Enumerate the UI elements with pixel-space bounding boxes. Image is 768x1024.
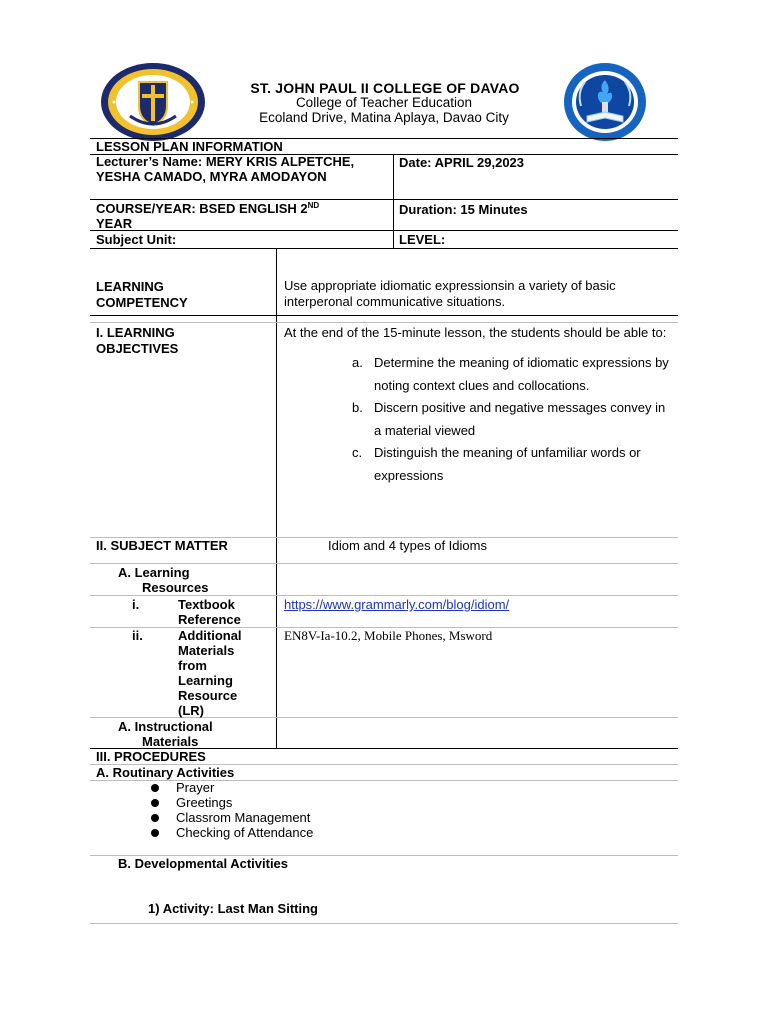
subject-unit-label: Subject Unit: <box>96 232 177 247</box>
objectives-label <box>96 325 178 356</box>
rule <box>393 154 394 248</box>
objectives-intro: At the end of the 15-minute lesson, the students should be able to: <box>284 325 667 340</box>
additional-label-line: from <box>178 658 207 673</box>
objective-item <box>352 352 670 397</box>
competency-label-line-1: LEARNING <box>96 279 164 294</box>
rule <box>90 563 678 564</box>
subject-matter-text: Idiom and 4 types of Idioms <box>328 538 487 553</box>
textbook-reference-link[interactable]: https://www.grammarly.com/blog/idiom/ <box>284 597 510 612</box>
bullet-icon <box>151 799 159 807</box>
objective-item <box>352 442 670 487</box>
routinary-activities-label: A. Routinary Activities <box>96 765 235 780</box>
competency-label <box>96 279 188 310</box>
learning-resources-line-1: A. Learning <box>118 565 190 580</box>
additional-label-line: Additional <box>178 628 242 643</box>
developmental-activities-label: B. Developmental Activities <box>118 856 289 871</box>
procedures-label: III. PROCEDURES <box>96 749 206 764</box>
competency-text: Use appropriate idiomatic expressionsin a variety of basic interperonal communicative situations. <box>284 278 616 309</box>
bullet-icon <box>151 814 159 822</box>
duration: Duration: 15 Minutes <box>399 202 528 217</box>
additional-materials-value: EN8V-Ia-10.2, Mobile Phones, Msword <box>284 628 493 643</box>
objective-text: Determine the meaning of idiomatic expressions by noting context clues and collocations. <box>374 355 669 393</box>
instructional-line-1: A. Instructional <box>118 719 213 734</box>
rule <box>90 315 678 316</box>
subject-matter-label: II. SUBJECT MATTER <box>96 538 228 553</box>
school-name: ST. JOHN PAUL II COLLEGE OF DAVAO <box>250 80 520 96</box>
textbook-label-line-1: Textbook <box>178 597 235 612</box>
routinary-item: Greetings <box>176 795 233 810</box>
rule <box>90 595 678 596</box>
section-title: LESSON PLAN INFORMATION <box>96 139 283 154</box>
textbook-label <box>178 597 241 627</box>
learning-resources-label <box>118 565 208 595</box>
objective-marker: b. <box>352 400 363 415</box>
learning-resources-line-2: Resources <box>142 580 209 595</box>
additional-label-line: Resource <box>178 688 238 703</box>
course-year-text-2: YEAR <box>96 216 133 231</box>
objectives-label-line-1: I. LEARNING <box>96 325 175 340</box>
objectives-label-line-2: OBJECTIVES <box>96 341 179 356</box>
additional-label <box>178 628 242 718</box>
course-year-superscript: ND <box>307 201 320 210</box>
objective-text: Discern positive and negative messages convey in a material viewed <box>374 400 666 438</box>
objective-marker: c. <box>352 445 363 460</box>
rule <box>90 199 678 200</box>
additional-label-line: Learning <box>178 673 233 688</box>
objectives-list <box>352 352 670 487</box>
additional-label-line: Materials <box>178 643 235 658</box>
course-year-text: COURSE/YEAR: BSED ENGLISH 2 <box>96 201 308 216</box>
activity-label: 1) Activity: Last Man Sitting <box>148 901 318 916</box>
bullet-icon <box>151 784 159 792</box>
instructional-line-2: Materials <box>142 734 199 749</box>
additional-label-line: (LR) <box>178 703 204 718</box>
competency-label-line-2: COMPETENCY <box>96 295 188 310</box>
level-label: LEVEL: <box>399 232 446 247</box>
course-year <box>96 201 386 231</box>
instructional-materials-label <box>118 719 213 749</box>
textbook-marker: i. <box>132 597 140 612</box>
routinary-item: Checking of Attendance <box>176 825 314 840</box>
objective-marker: a. <box>352 355 363 370</box>
objective-text: Distinguish the meaning of unfamiliar words or expressions <box>374 445 641 483</box>
lecturer-name: Lecturer’s Name: MERY KRIS ALPETCHE, YESHA CAMADO, MYRA AMODAYON <box>96 154 355 184</box>
rule <box>276 248 277 748</box>
routinary-item: Prayer <box>176 780 215 795</box>
textbook-label-line-2: Reference <box>178 612 241 627</box>
college-name: College of Teacher Education <box>295 95 473 110</box>
school-address: Ecoland Drive, Matina Aplaya, Davao City <box>259 110 509 125</box>
bullet-icon <box>151 829 159 837</box>
objective-item <box>352 397 670 442</box>
additional-marker: ii. <box>132 628 143 643</box>
rule <box>90 322 678 323</box>
rule <box>90 923 678 924</box>
routinary-item: Classrom Management <box>176 810 311 825</box>
lesson-date: Date: APRIL 29,2023 <box>399 155 525 170</box>
rule <box>90 248 678 249</box>
